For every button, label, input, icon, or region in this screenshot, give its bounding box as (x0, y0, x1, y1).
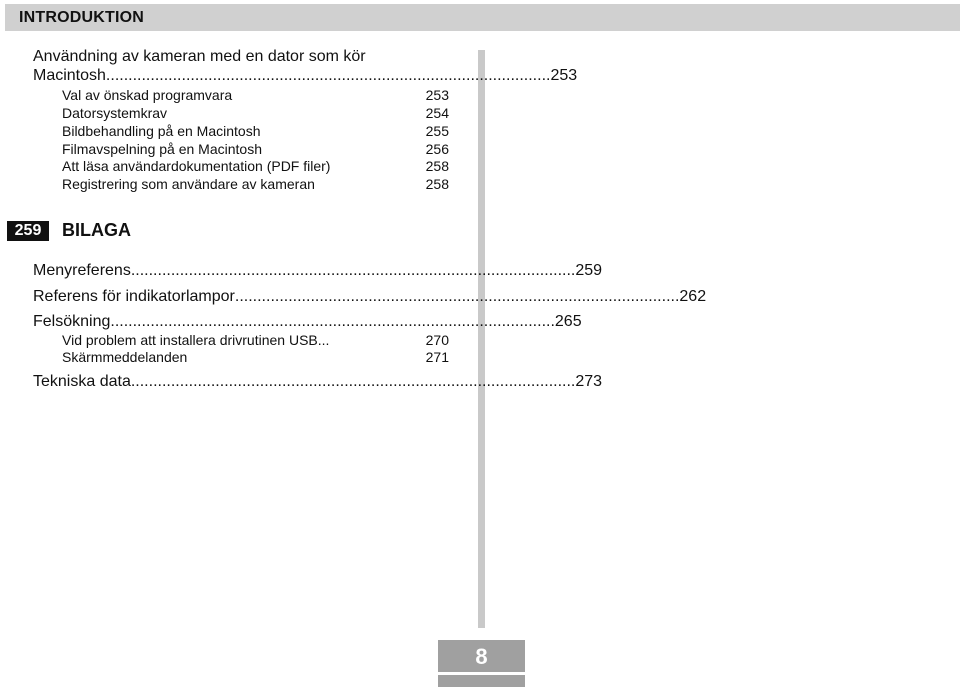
toc-entry[interactable] (33, 313, 582, 331)
toc-subentry[interactable] (62, 87, 449, 103)
toc-page-number: 258 (425, 176, 449, 192)
toc-page-number: 271 (425, 349, 449, 365)
toc-subentry-label: Registrering som användare av kameran (62, 176, 315, 192)
toc-page-number: 259 (575, 262, 603, 279)
toc-entry-label: Referens för indikatorlampor (33, 288, 235, 305)
toc-leader-dots: .................................................................................................... (110, 313, 555, 330)
toc-page-number: 273 (575, 373, 603, 390)
page-number: 8 (475, 644, 488, 669)
toc-entry-text: Användning av kameran med en dator som kör (33, 48, 366, 65)
toc-leader-dots: .................................................................................................... (105, 67, 551, 84)
vertical-divider-bar (478, 50, 485, 628)
toc-subentry[interactable] (62, 123, 449, 139)
toc-subentry-label: Skärmmeddelanden (62, 349, 188, 365)
toc-subentry-label: Att läsa användardokumentation (PDF filer) (62, 158, 331, 174)
toc-entry[interactable] (33, 67, 578, 85)
chapter-title: INTRODUKTION (19, 9, 145, 26)
toc-entry-label: Macintosh (33, 67, 106, 84)
toc-leader-dots: .................................................................................................... (130, 373, 576, 390)
toc-page-number: 258 (425, 158, 449, 174)
page-number-divider (438, 672, 525, 675)
toc-page-number: 256 (425, 141, 449, 157)
toc-entry[interactable] (33, 373, 603, 391)
toc-subentry-label: Filmavspelning på en Macintosh (62, 141, 262, 157)
page-number-box (438, 640, 525, 687)
toc-page-number: 262 (679, 288, 707, 305)
toc-page-number: 270 (425, 332, 449, 348)
toc-subentry[interactable] (62, 349, 449, 365)
section-page-badge[interactable]: 259 (7, 221, 49, 241)
toc-page-number: 255 (425, 123, 449, 139)
toc-entry[interactable] (33, 288, 707, 306)
toc-page-number: 265 (554, 313, 582, 330)
toc-subentry[interactable] (62, 332, 449, 348)
toc-entry-label: Tekniska data (33, 373, 131, 390)
toc-page-number: 254 (425, 105, 449, 121)
toc-page-number: 253 (550, 67, 578, 84)
toc-leader-dots: .................................................................................................... (234, 288, 680, 305)
toc-subentry-label: Bildbehandling på en Macintosh (62, 123, 261, 139)
toc-subentry[interactable] (62, 141, 449, 157)
header-bar (5, 4, 960, 31)
toc-subentry-label: Val av önskad programvara (62, 87, 233, 103)
toc-entry-line1[interactable] (33, 48, 449, 66)
toc-subentry[interactable] (62, 176, 449, 192)
toc-subentry[interactable] (62, 105, 449, 121)
toc-leader-dots: .................................................................................................... (130, 262, 576, 279)
toc-subentry[interactable] (62, 158, 449, 174)
toc-entry-label: Menyreferens (33, 262, 131, 279)
toc-subentry-label: Vid problem att installera drivrutinen USB... (62, 332, 330, 348)
section-title: BILAGA (62, 220, 131, 240)
toc-subentry-label: Datorsystemkrav (62, 105, 168, 121)
toc-page-number: 253 (425, 87, 449, 103)
toc-entry-label: Felsökning (33, 313, 111, 330)
toc-entry[interactable] (33, 262, 603, 280)
